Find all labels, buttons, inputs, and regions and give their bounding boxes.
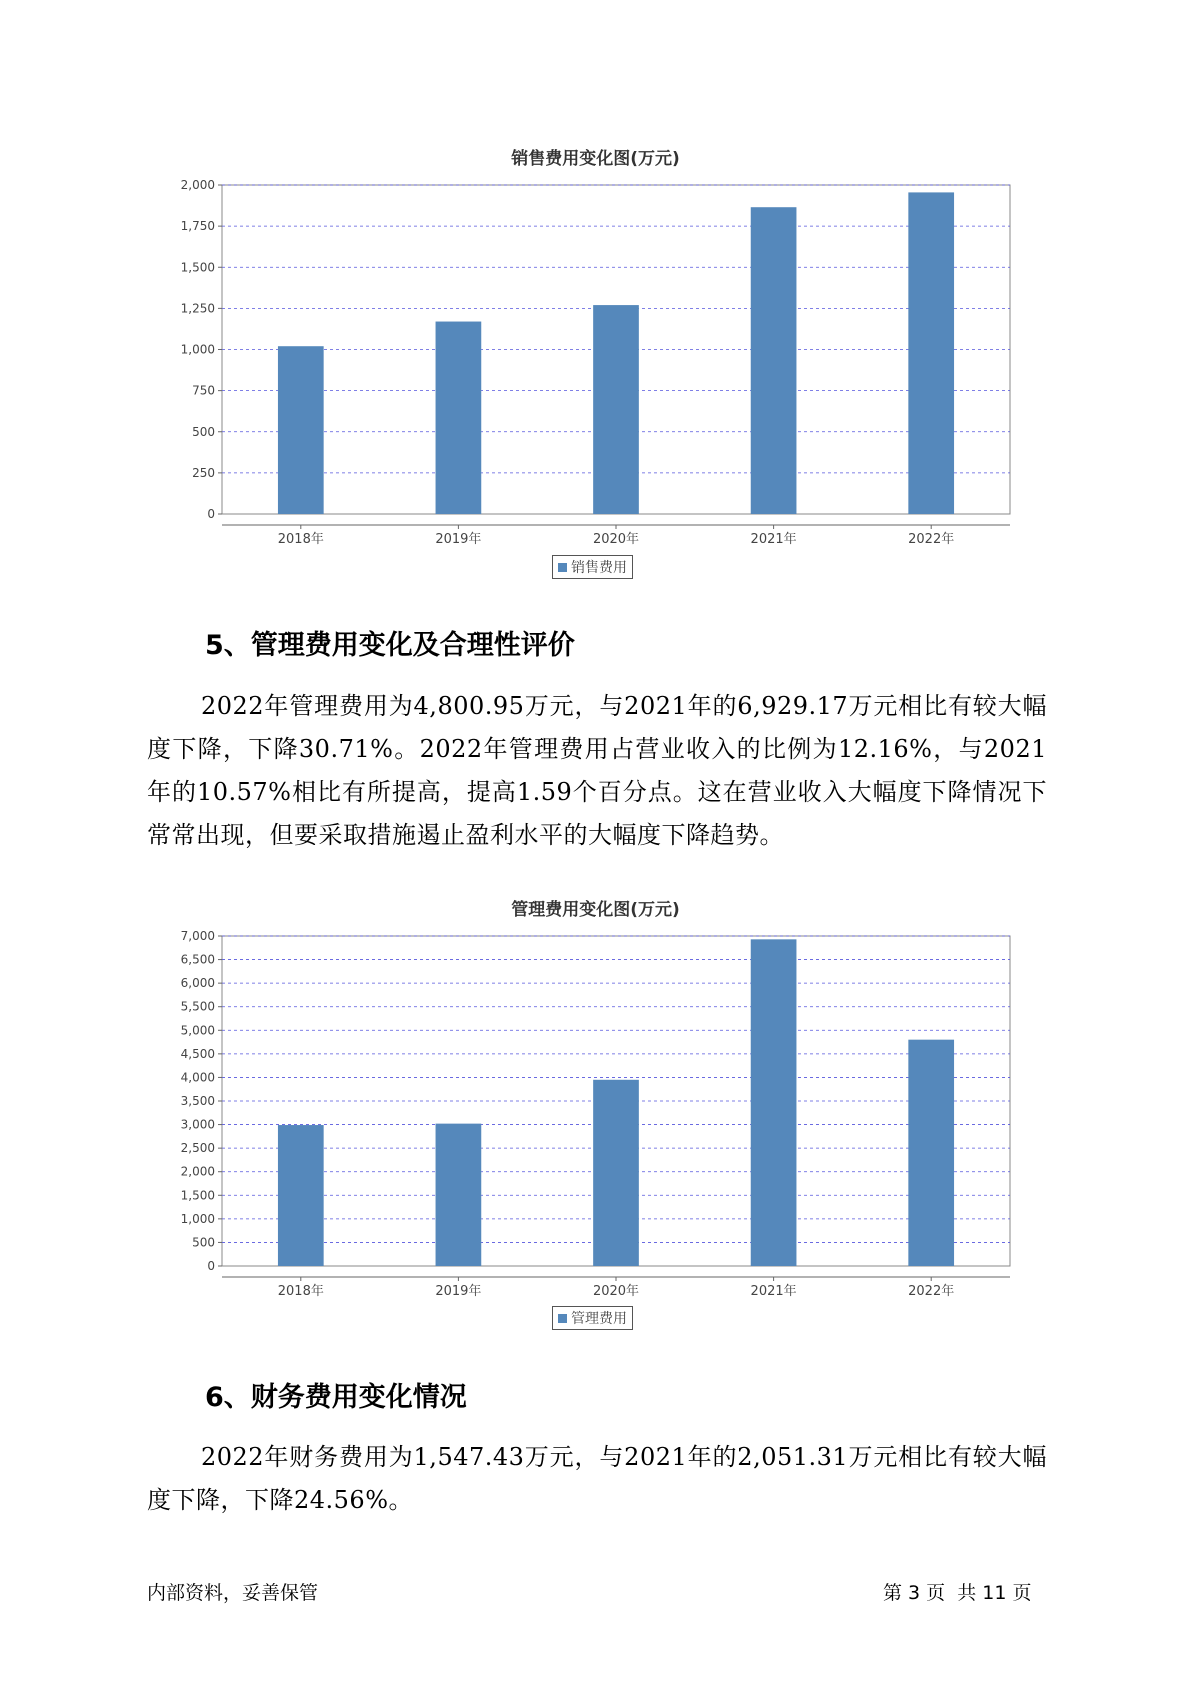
y-tick-label: 6,000 [180, 976, 215, 991]
x-tick-label: 2018年 [277, 532, 324, 547]
x-tick-label: 2020年 [592, 1284, 640, 1299]
legend-swatch-icon [558, 1314, 567, 1323]
y-tick-label: 2,000 [180, 1164, 215, 1179]
section-6-heading: 6、财务费用变化情况 [205, 1382, 467, 1413]
y-tick-label: 1,000 [180, 1211, 215, 1226]
y-tick-label: 0 [207, 507, 215, 521]
section-6-paragraph: 2022年财务费用为1,547.43万元，与2021年的2,051.31万元相比有较大幅度下降，下降24.56%。 [147, 1443, 1047, 1514]
x-tick-label: 2019年 [435, 532, 482, 547]
x-tick-label: 2019年 [435, 1284, 482, 1299]
y-tick-label: 2,000 [180, 178, 215, 192]
bar-2019年 [436, 1124, 482, 1266]
y-tick-label: 1,500 [180, 1188, 215, 1203]
y-tick-label: 1,500 [180, 260, 215, 275]
y-tick-label: 6,500 [180, 952, 215, 967]
y-tick-label: 1,000 [180, 342, 215, 357]
page-number: 第 3 页 共 11 页 [883, 1582, 1032, 1604]
bar-2021年 [751, 939, 797, 1266]
bar-2020年 [593, 1080, 639, 1266]
y-tick-label: 500 [192, 1235, 215, 1250]
y-tick-label: 4,500 [180, 1046, 215, 1061]
y-tick-label: 2,500 [180, 1141, 215, 1156]
y-tick-label: 1,750 [180, 219, 215, 234]
y-tick-label: 3,500 [180, 1094, 215, 1108]
chart-title-admin: 管理费用变化图(万元) [511, 900, 680, 920]
x-tick-label: 2022年 [908, 1284, 955, 1299]
bar-2022年 [908, 1040, 954, 1266]
y-tick-label: 3,000 [180, 1117, 215, 1132]
section-5-paragraph: 2022年管理费用为4,800.95万元，与2021年的6,929.17万元相比有较大幅度下降，下降30.71%。2022年管理费用占营业收入的比例为12.16%，与2021年的10.57%相比有所提高，提高1.59个百分点。这在营业收入大幅度下降情况下常常出现，但要采取措施遏止盈利水平的大幅度下降趋势。 [147, 692, 1047, 849]
chart-title-sales: 销售费用变化图(万元) [511, 149, 680, 169]
chart-legend-admin [552, 1306, 633, 1330]
x-tick-label: 2018年 [277, 1284, 324, 1299]
y-tick-label: 750 [192, 383, 215, 398]
y-tick-label: 250 [192, 465, 215, 480]
y-tick-label: 4,000 [180, 1070, 215, 1085]
legend-label: 管理费用 [571, 1311, 627, 1327]
footer-note: 内部资料，妥善保管 [147, 1582, 319, 1604]
y-tick-label: 1,250 [180, 301, 215, 316]
bar-2018年 [278, 1125, 324, 1266]
x-tick-label: 2021年 [750, 532, 797, 547]
x-tick-label: 2020年 [592, 532, 640, 547]
section-5-heading: 5、管理费用变化及合理性评价 [205, 630, 575, 661]
x-tick-label: 2021年 [750, 1284, 797, 1299]
y-tick-label: 500 [192, 424, 215, 439]
legend-label: 销售费用 [571, 560, 627, 576]
y-tick-label: 5,000 [180, 1023, 215, 1038]
y-tick-label: 5,500 [180, 999, 215, 1014]
y-tick-label: 7,000 [180, 929, 215, 943]
y-tick-label: 0 [207, 1259, 215, 1273]
x-tick-label: 2022年 [908, 532, 955, 547]
